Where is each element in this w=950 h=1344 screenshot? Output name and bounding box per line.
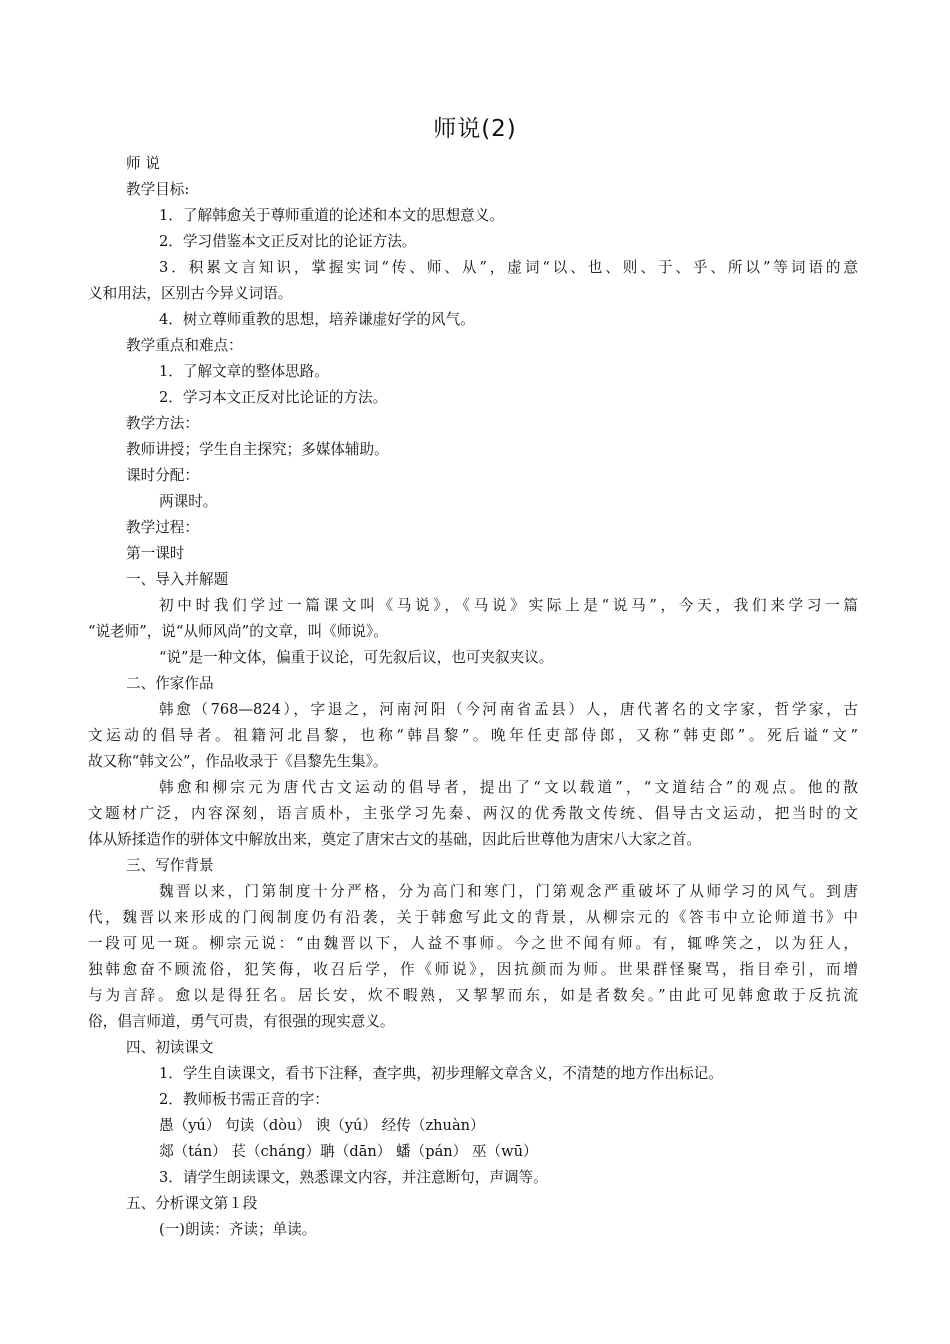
text-line: 故又称“韩文公”，作品收录于《昌黎先生集》。 [88,753,388,770]
text-line: 第一课时 [126,545,185,562]
text-line: 4．树立尊师重教的思想，培养谦虚好学的风气。 [159,311,475,328]
text-line: 义和用法，区别古今异义词语。 [88,285,293,302]
text-line: 郯（tán） 苌（cháng）聃（dān） 蟠（pán） 巫（wū） [159,1143,538,1160]
text-line: 教学方法： [126,415,199,432]
text-line: 文题材广泛，内容深刻，语言质朴，主张学习先秦、两汉的优秀散文传统、倡导古文运动，把当时的文 [88,805,858,822]
text-line: 四、初读课文 [126,1039,214,1056]
text-line: 二、作家作品 [126,675,214,692]
text-line: 3．请学生朗读课文，熟悉课文内容，并注意断句，声调等。 [159,1169,548,1186]
text-line: 一、导入并解题 [126,571,229,588]
text-line: 愚（yú） 句读（dòu） 谀（yú） 经传（zhuàn） [159,1117,485,1134]
text-line: 2．学习借鉴本文正反对比的论证方法。 [159,233,417,250]
text-line: 2．教师板书需正音的字： [159,1091,329,1108]
document-title: 师说(2) [433,116,517,142]
text-line: 1．学生自读课文，看书下注释，查字典，初步理解文章含义，不清楚的地方作出标记。 [159,1065,723,1082]
text-line: 2．学习本文正反对比论证的方法。 [159,389,388,406]
text-line: 教学重点和难点： [126,337,243,354]
text-line: “说”是一种文体，偏重于议论，可先叙后议，也可夹叙夹议。 [159,649,554,666]
text-line: 文运动的倡导者。祖籍河北昌黎，也称“韩昌黎”。晚年任吏部侍郎，又称“韩吏郎”。死后谥“文” [88,727,858,744]
text-line: 独韩愈奋不顾流俗，犯笑侮，收召后学，作《师说》，因抗颜而为师。世果群怪聚骂，指目牵引，而增 [88,961,858,978]
text-line: 俗，倡言师道，勇气可贵，有很强的现实意义。 [88,1013,395,1030]
text-line: 魏晋以来，门第制度十分严格，分为高门和寒门，门第观念严重破坏了从师学习的风气。到唐 [159,883,858,900]
text-line: “说老师”，说“从师风尚”的文章，叫《师说》。 [88,623,388,640]
text-line: 1．了解文章的整体思路。 [159,363,329,380]
text-line: 课时分配： [126,467,199,484]
text-line: 代，魏晋以来形成的门阀制度仍有沿袭，关于韩愈写此文的背景，从柳宗元的《答韦中立论师道书》中 [88,909,858,926]
text-line: 教学目标: [126,181,190,198]
text-line: 三、写作背景 [126,857,214,874]
text-line: 体从矫揉造作的骈体文中解放出来，奠定了唐宋古文的基础，因此后世尊他为唐宋八大家之首。 [88,831,701,848]
text-line: 3．积累文言知识，掌握实词“传、师、从”，虚词“以、也、则、于、乎、所以”等词语的意 [159,259,858,276]
text-line: 韩愈（768—824），字退之，河南河阳（今河南省孟县）人，唐代著名的文字家，哲学家，古 [159,701,858,718]
text-line: 一段可见一斑。柳宗元说：“由魏晋以下，人益不事师。今之世不闻有师。有，辄哗笑之，以为狂人， [88,935,858,952]
text-line: (一)朗读：齐读；单读。 [159,1221,317,1238]
text-line: 师 说 [126,155,160,172]
text-line: 两课时。 [159,493,218,510]
text-line: 五、分析课文第１段 [126,1195,258,1212]
text-line: 教学过程： [126,519,199,536]
text-line: 教师讲授；学生自主探究；多媒体辅助。 [126,441,389,458]
text-line: 韩愈和柳宗元为唐代古文运动的倡导者，提出了“文以载道”，“文道结合”的观点。他的散 [159,779,858,796]
document-body [88,151,858,1243]
text-line: 初中时我们学过一篇课文叫《马说》，《马说》实际上是“说马”，今天，我们来学习一篇 [159,597,858,614]
text-line: 1．了解韩愈关于尊师重道的论述和本文的思想意义。 [159,207,504,224]
text-line: 与为言辞。愈以是得狂名。居长安，炊不暇熟，又挈挈而东，如是者数矣。”由此可见韩愈敢于反抗流 [88,987,858,1004]
